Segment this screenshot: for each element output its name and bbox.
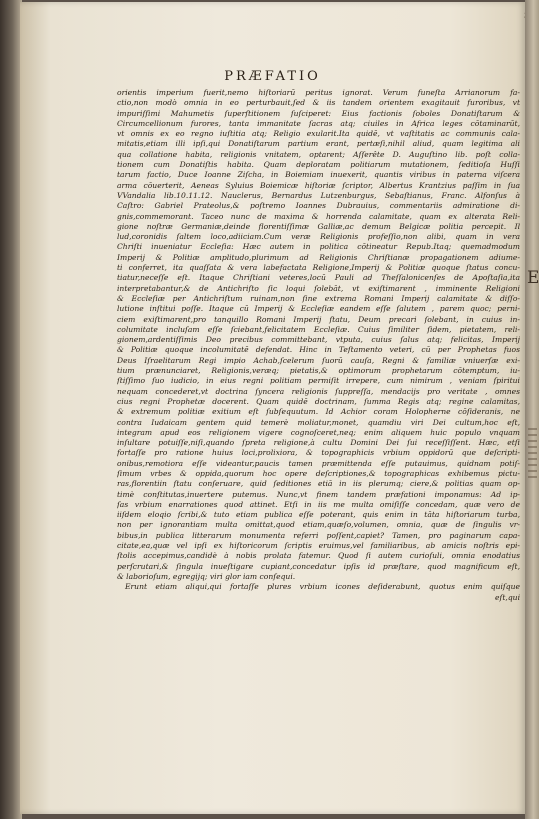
catchword: eſt,qui	[495, 592, 520, 602]
text-line: ras,florentiin ſtatu conſeruare, quid ſeditiones etiā in iis plerumq; ciere,& politias quam op-	[117, 479, 520, 489]
text-line: Chriſti inueniatur Eccleſia: Hæc autem in politica cōtineatur Repub.Itaq; quemadmodum	[117, 242, 520, 252]
text-line: tarum factio, Duce Ioanne Ziſcha, in Boiemiam inuexerit, quantis viribus in paterna viſcera	[117, 170, 520, 180]
text-line: & Politiæ quoque incolumitatē defendat. Hinc in Teſtamento veteri, cū per Prophetas fuos	[117, 345, 520, 355]
text-line: qua collatione habita, religionis vnitatem, optarent; Aſſerête D. Auguſtino lib. poſt colla-	[117, 149, 520, 159]
facing-page-letter: E	[527, 268, 539, 288]
text-line: cius regni Prophetæ docerent. Quam quidē doctrinam, ſumma Regis atq; regine calamitas,	[117, 396, 520, 406]
text-line: contra Iudaicam gentem quid temerè moliatur,monet, quamdiu viri Dei cultum,hoc eſt,	[117, 417, 520, 427]
text-line: ſas vrbium enarrationes quod attinet. Etſi in iis me multa omiſiſſe concedam, quæ vero de	[117, 499, 520, 509]
text-line: bibus,in publica litterarum monumenta referri poſſent,capiet? Tamen, pro paginarum capa-	[117, 530, 520, 540]
text-line: integram apud eos religionem vigere cognoſceret,neq; enim aliquem huic populo vnquam	[117, 427, 520, 437]
text-line: onibus,remotiora eſſe videantur,paucis tamen præmittenda eſſe putauimus, quidnam potiſ-	[117, 458, 520, 468]
text-line: Caſtro: Gabriel Prateolus,& poſtremo Ioannes Dubrauius, commentariis admiratione di-	[117, 201, 520, 211]
text-line: fortaſſe pro ratione huius loci,prolixiora, & topographicis vrbium oppidorū que deſcripti-	[117, 448, 520, 458]
text-line: Circumcellionum furores, tanta immanitate ſacras atq; ciuiles in Africa leges cōtaminarūt,	[117, 118, 520, 128]
text-line: orientis imperium fuerit,nemo hiſtoriarū peritus ignorat. Verum funeſta Arrianorum fa-	[117, 88, 520, 97]
text-line: columitate incluſam eſſe ſciebant,felicitatem Eccleſiæ. Cuius ſimiliter ſidem, pietatem, reli-	[117, 324, 520, 334]
text-line: tiatur,neceſſe eſt. Itaque Chriſtiani veteres,locū Pauli ad Theſſalonicenſes de Apoſtaſia,ita	[117, 273, 520, 283]
text-line: & Eccleſiæ per Antichriſtum ruinam,non ſine extrema Romani Imperij calamitate & diſſo-	[117, 293, 520, 303]
text-line: Deus Iſraelitarum Regi impio Achab,ſcelerum ſuorū cauſa, Regni & familiæ vniuerſæ exi-	[117, 355, 520, 365]
text-line: impuriſſimi Mahumetis ſuperſtitionem ſuſciperet: Eius factionis ſoboles Donatiſtarum &	[117, 108, 520, 118]
text-line: tionem cum Donatiſtis habita. Quam deploratam politiarum mutationem, ſeditioſa Huſſi	[117, 160, 520, 170]
text-line: gione noſtræ Germaniæ,deinde florentiſſimæ Galliæ,ac demum Belgicæ politia percepit. Il	[117, 221, 520, 231]
facing-page-text-fragment	[528, 428, 537, 480]
text-line: mitatis,etiam illi ipſi,qui Donatiſtarum partium erant, pertæſi,nihil aliud, quam legitima ali	[117, 139, 520, 149]
preface-text	[117, 88, 520, 603]
text-line: lutione inſtitui poſſe. Itaque cū Imperij & Eccleſiæ eandem eſſe ſalutem , parem quoc; perni-	[117, 304, 520, 314]
book-spine	[0, 0, 22, 819]
text-line: perſcrutari,& ſingula inueſtigare cupiant,concedatur ipſis id præſtare, quod magnificum eſt,	[117, 561, 520, 571]
facing-page-edge	[525, 0, 539, 819]
text-line: & extremum politiæ exitium eſt ſubſequutum. Id Achior coram Holopherne cōſideranis, ne	[117, 407, 520, 417]
text-line: vt omnis ex eo regno iuſtitia atq; Religio exularit.Ita quidē, vt vaſtitatis ac communis cala-	[117, 129, 520, 139]
text-line: arma cōuerterit, Aeneas Syluius Boiemicæ hiſtoriæ ſcriptor, Albertus Krantzius paſſim in ſua	[117, 180, 520, 190]
text-line: VVandalia lib.10.11.12. Nauclerus, Bernardus Lutzenburgus, Sebaſtianus, Franc. Alfonſus à	[117, 190, 520, 200]
text-line: ctio,non modò omnia in eo perturbauit,ſed & iis tandem orientem exagitauit furoribus, vt	[117, 98, 520, 108]
text-line: ſtolis accepimus,candidè à nobis prolata fatemur. Quod ſi autem curioſuli, omnia enodatius	[117, 551, 520, 561]
text-line: ti conferret, ita quaſſata & vera labefactata Religione,Imperij & Politiæ quoque ſtatus concu-	[117, 263, 520, 273]
text-line: ſtiſſimo ſuo iudicio, in eius regni politiam permiſit irrepere, cum nimirum , veniam ſpiritui	[117, 376, 520, 386]
text-line: citate,ea,quæ vel ipſi ex hiſtoricorum ſcriptis eruimus,vel familiaribus, ab amicis noſtris epi-	[117, 541, 520, 551]
book-page	[20, 2, 525, 814]
text-line: tium prænunciaret, Religionis,veræq; pietatis,& optimorum prophetarum cōtemptum, iu-	[117, 366, 520, 376]
text-line: lud,coronidis ſaltem loco,adiiciam.Cum veræ Religionis profeſſio,non alibi, quam in vera	[117, 232, 520, 242]
text-line: gnis,commemorant. Taceo nunc de maxima & horrenda calamitate, quam ex alterata Reli-	[117, 211, 520, 221]
text-line: timè conſtitutas,inuertere putemus. Nunc,vt finem tandem præfationi imponamus: Ad ip-	[117, 489, 520, 499]
text-line: ciem exiſtimarent,pro tanquillo Romani Imperij ſtatu, Deum precari ſolebant, in cuius in-	[117, 314, 520, 324]
text-line: iiſdem eloqio ſcribi,& tuto etiam publica eſſe poterant, quis enim in tāta hiſtoriarum turba,	[117, 510, 520, 520]
page-heading: PRÆFATIO	[224, 69, 321, 84]
text-line: inſultare potuiſſe,niſi,quando ſpreta religione,à cultu Domini Dei ſui receſſiſſent. Hæc, etſi	[117, 438, 520, 448]
text-line: ſimum vrbes & oppida,quorum hoc opere deſcriptiones,& topographicas exhibemus pictu-	[117, 468, 520, 478]
closing-line: Erunt etiam aliqui,qui fortaſſe plures vrbium icones deſiderabunt, quotus enim quiſque	[125, 582, 520, 592]
text-line: Imperij & Politiæ amplitudo,plurimum ad Religionis Chriſtianæ propagationem adiume-	[117, 252, 520, 262]
text-line: non per ignorantiam multa omittat,quod etiam,quæſo,volumen, omnia, quæ de ſingulis vr-	[117, 520, 520, 530]
text-line: gionem,ardentiſſimis Deo precibus committebant, vtputa, cuius ſalus atq; felicitas, Imperij	[117, 335, 520, 345]
text-line: interpretabantur,& de Antichriſto ſic loqui ſolebāt, vt exiſtimarent , imminente Religioni	[117, 283, 520, 293]
text-line: nequam concederet,vt doctrina ſyncera religionis ſuppreſſa, mendacijs pro veritate , omnes	[117, 386, 520, 396]
text-line: & laborioſum, egregijq; viri glor iam conſequi.	[117, 571, 296, 581]
